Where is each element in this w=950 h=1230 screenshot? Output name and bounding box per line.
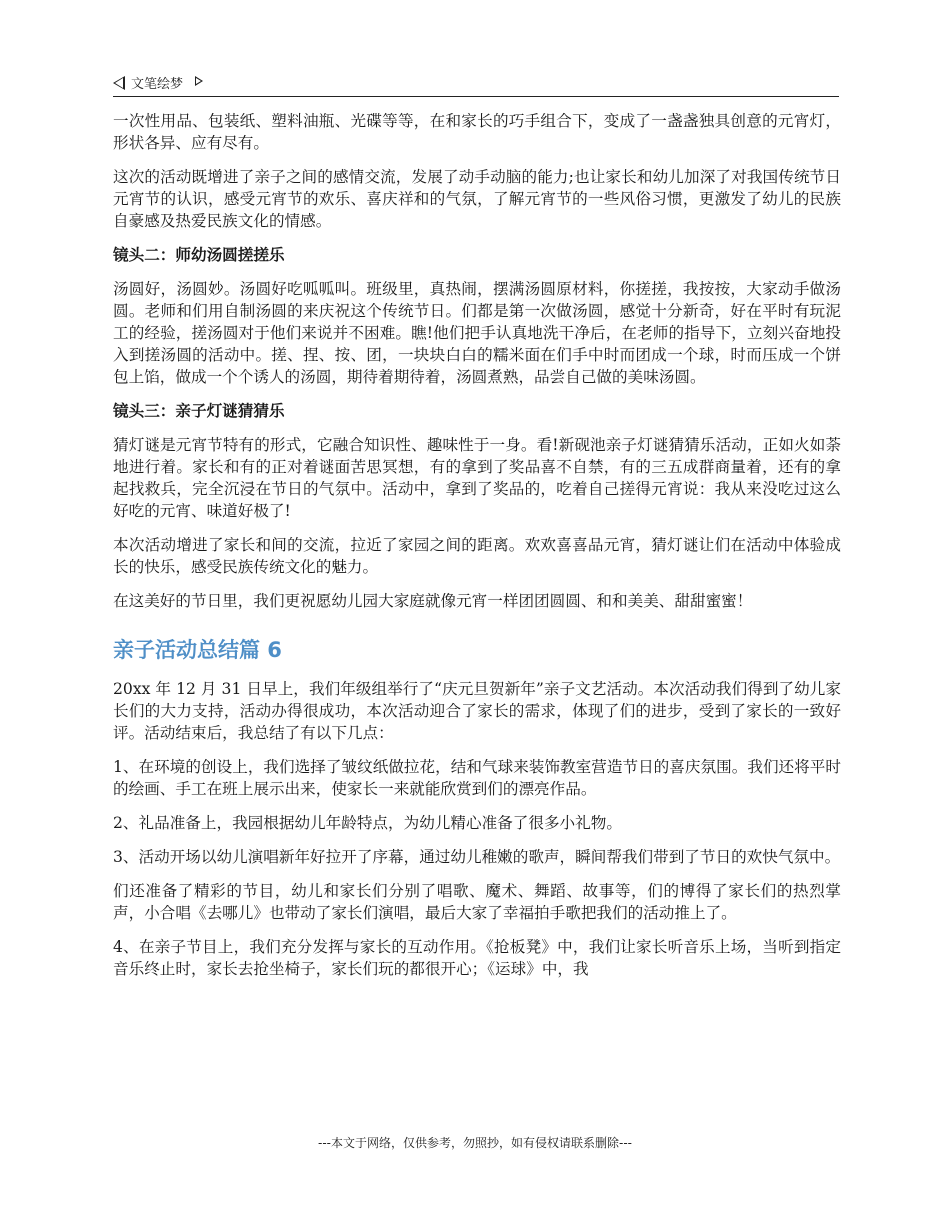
paragraph: 们还准备了精彩的节目，幼儿和家长们分别了唱歌、魔术、舞蹈、故事等，们的博得了家长们的热烈掌声，小合唱《去哪儿》也带动了家长们演唱，最后大家了幸福拍手歌把我们的活动推上了。 — [113, 882, 841, 922]
page-header — [113, 72, 839, 97]
paragraph: 在这美好的节日里，我们更祝愿幼儿园大家庭就像元宵一样团团圆圆、和和美美、甜甜蜜蜜！ — [113, 592, 753, 610]
page-footer: ---本文于网络，仅供参考，勿照抄，如有侵权请联系删除--- — [318, 1136, 632, 1150]
document-body — [113, 110, 841, 992]
paragraph: 20xx 年 12 月 31 日早上，我们年级组举行了“庆元旦贺新年”亲子文艺活动。本次活动我们得到了幼儿家长们的大力支持，活动办得很成功，本次活动迎合了家长的需求，体现了们的进步，受到了家长的一致好评。活动结束后，我总结了有以下几点： — [113, 680, 841, 742]
brand — [113, 73, 203, 92]
brand-name: 文笔绘梦 — [131, 77, 184, 92]
triangle-right-icon — [195, 76, 203, 86]
paragraph: 3、活动开场以幼儿演唱新年好拉开了序幕，通过幼儿稚嫩的歌声，瞬间帮我们带到了节日的欢快气氛中。 — [113, 848, 841, 866]
paragraph: 汤圆好，汤圆妙。汤圆好吃呱呱叫。班级里，真热闹，摆满汤圆原材料，你搓搓，我按按，大家动手做汤圆。老师和们用自制汤圆的来庆祝这个传统节日。们都是第一次做汤圆，感觉十分新奇，好在平时有玩泥工的经验，搓汤圆对于他们来说并不困难。瞧!他们把手认真地洗干净后，在老师的指导下，立刻兴奋地投入到搓汤圆的活动中。搓、捏、按、团，一块块白白的糯米面在们手中时而团成一个球，时而压成一个饼包上馅，做成一个个诱人的汤圆，期待着期待着，汤圆煮熟，品尝自己做的美味汤圆。 — [113, 280, 841, 386]
paragraph: 猜灯谜是元宵节特有的形式，它融合知识性、趣味性于一身。看!新砚池亲子灯谜猜猜乐活动，正如火如荼地进行着。家长和有的正对着谜面苦思冥想，有的拿到了奖品喜不自禁，有的三五成群商量着，还有的拿起找救兵，完全沉浸在节日的气氛中。活动中，拿到了奖品的，吃着自己搓得元宵说：我从来没吃过这么好吃的元宵、味道好极了! — [113, 436, 841, 520]
subheading: 镜头二：师幼汤圆搓搓乐 — [113, 246, 285, 264]
paragraph: 2、礼品准备上，我园根据幼儿年龄特点，为幼儿精心准备了很多小礼物。 — [113, 814, 622, 832]
subheading: 镜头三：亲子灯谜猜猜乐 — [113, 402, 285, 420]
paragraph: 1、在环境的创设上，我们选择了皱纹纸做拉花，结和气球来装饰教室营造节日的喜庆氛围。我们还将平时的绘画、手工在班上展示出来，使家长一来就能欣赏到们的漂亮作品。 — [113, 758, 841, 798]
paragraph: 一次性用品、包装纸、塑料油瓶、光碟等等，在和家长的巧手组合下，变成了一盏盏独具创意的元宵灯，形状各异、应有尽有。 — [113, 112, 841, 152]
section-title: 亲子活动总结篇 6 — [113, 638, 282, 662]
triangle-left-icon — [113, 76, 125, 90]
paragraph: 本次活动增进了家长和间的交流，拉近了家园之间的距离。欢欢喜喜品元宵，猜灯谜让们在活动中体验成长的快乐，感受民族传统文化的魅力。 — [113, 536, 841, 576]
paragraph: 这次的活动既增进了亲子之间的感情交流，发展了动手动脑的能力;也让家长和幼儿加深了对我国传统节日元宵节的认识，感受元宵节的欢乐、喜庆祥和的气氛，了解元宵节的一些风俗习惯，更激发了幼儿的民族自豪感及热爱民族文化的情感。 — [113, 168, 841, 230]
paragraph: 4、在亲子节目上，我们充分发挥与家长的互动作用。《抢板凳》中，我们让家长听音乐上场，当听到指定音乐终止时，家长去抢坐椅子，家长们玩的都很开心；《运球》中，我 — [113, 938, 841, 978]
